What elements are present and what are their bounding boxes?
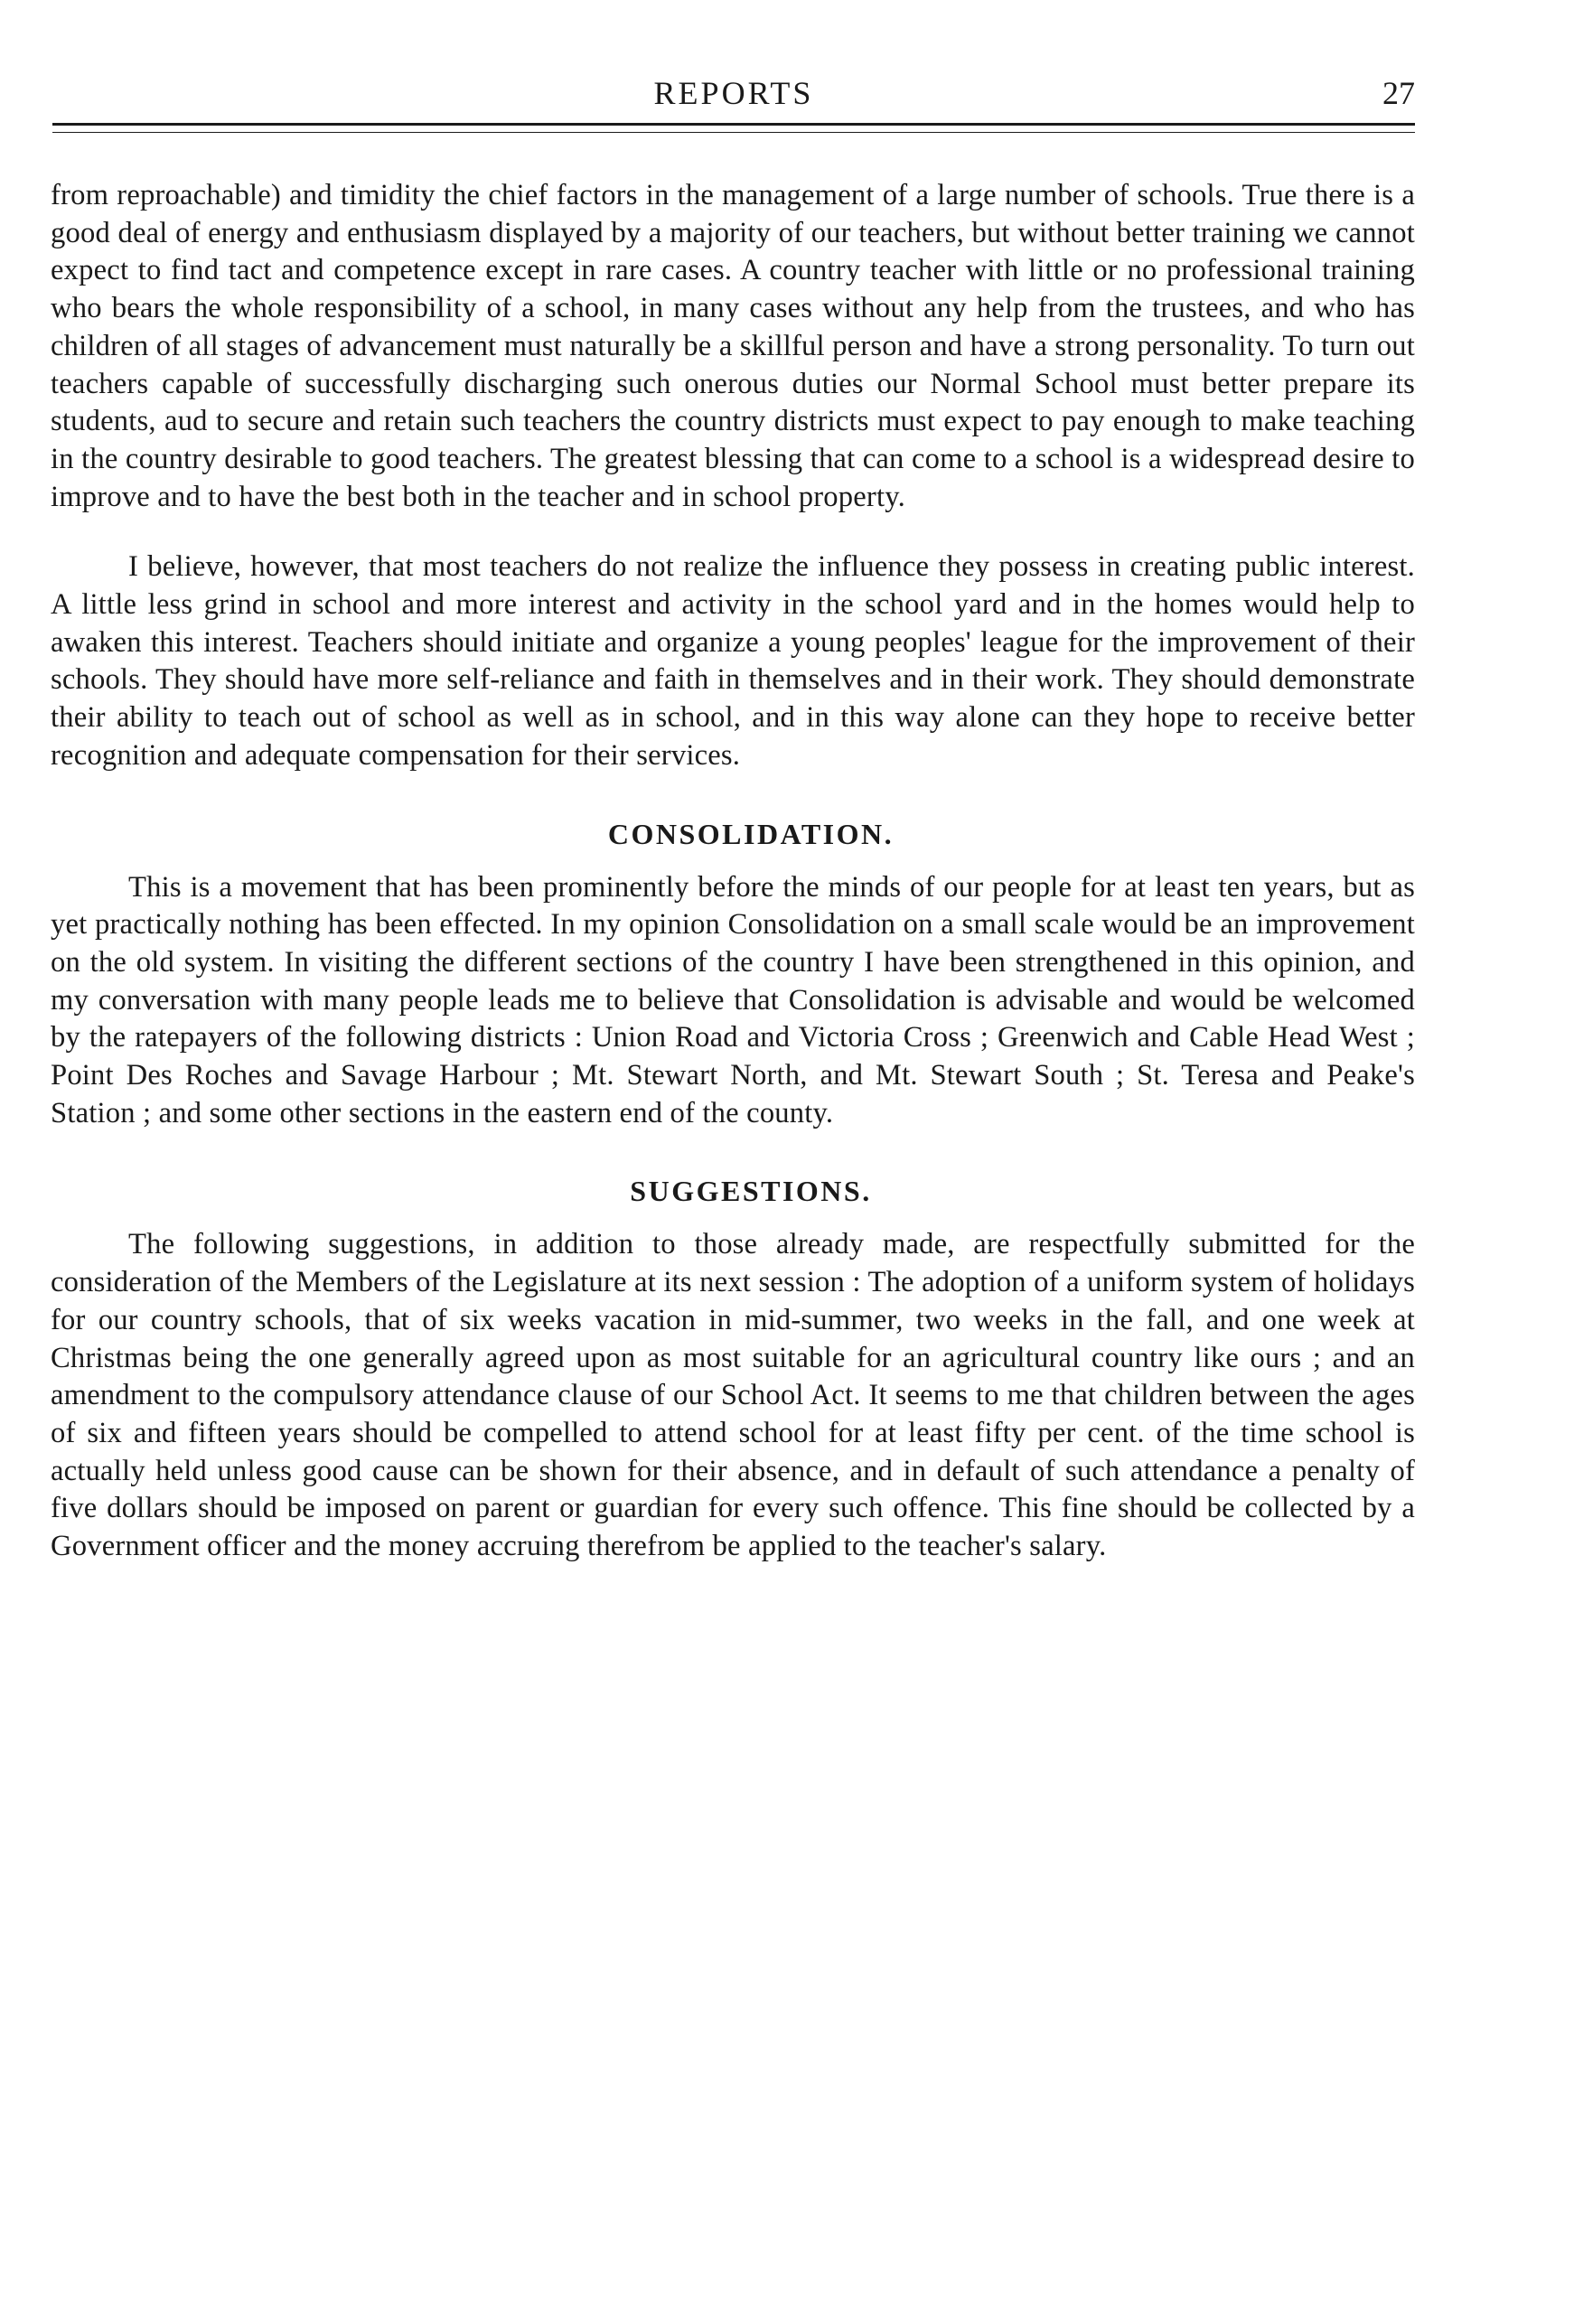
paragraph-teachers-influence: I believe, however, that most teachers do not realize the influence they possess in creating public interest. A little less grind in school and more interest and activity in the school yard and in the homes would help to awaken this interest. Teachers should initiate and organize a young peoples' league for the improvement of their schools. They should have more self-reliance and faith in themselves and in their work. They should demonstrate their ability to teach out of school as well as in school, and in this way alone can they hope to receive better recognition and adequate compensation for their services. (51, 550, 1415, 772)
page-number: 27 (1382, 75, 1415, 111)
header-rule-thin (52, 132, 1415, 133)
paragraph-continued: from reproachable) and timidity the chief factors in the management of a large number of schools. True there is a good deal of energy and enthusiasm displayed by a majority of our teachers, but without better training we cannot expect to find tact and competence except in rare cases. A country teacher with little or no professional training who bears the whole responsibility of a school, in many cases without any help from the trustees, and who has children of all stages of advancement must naturally be a skillful person and have a strong personality. To turn out teachers capable of successfully discharging such onerous duties our Normal School must better prepare its students, aud to secure and retain such teachers the country districts must expect to pay enough to make teaching in the country desirable to good teachers. The greatest blessing that can come to a school is a widespread desire to improve and to have the best both in the teacher and in school property. (51, 179, 1415, 513)
paragraph-suggestions: The following suggestions, in addition to those already made, are respectfully submitted for the consideration of the Members of the Legislature at its next session : The adoption of a uniform system of holidays for our country schools, that of six weeks vacation in mid-summer, two weeks in the fall, and one week at Christmas being the one generally agreed upon as most suitable for an agricultural country like ours ; and an amendment to the compulsory attendance clause of our School Act. It seems to me that children between the ages of six and fifteen years should be compelled to attend school for at least fifty per cent. of the time school is actually held unless good cause can be shown for their absence, and in default of such attendance a penalty of five dollars should be imposed on parent or guardian for every such offence. This fine should be collected by a Government officer and the money accruing therefrom be applied to the teacher's salary. (51, 1228, 1415, 1563)
body-text (51, 177, 1415, 1566)
header-rule-thick (52, 123, 1415, 126)
section-heading-suggestions: SUGGESTIONS. (630, 1175, 872, 1208)
paragraph-consolidation: This is a movement that has been prominently before the minds of our people for at least ten years, but as yet practically nothing has been effected. In my opinion Consolidation on a small scale would be an improvement on the old system. In visiting the different sections of the country I have been strengthened in this opinion, and my conversation with many people leads me to believe that Consolidation is advisable and would be welcomed by the ratepayers of the following districts : Union Road and Victoria Cross ; Greenwich and Cable Head West ; Point Des Roches and Savage Harbour ; Mt. Stewart North, and Mt. Stewart South ; St. Teresa and Peake's Station ; and some other sections in the eastern end of the county. (51, 870, 1415, 1129)
running-header (52, 72, 1415, 114)
section-heading-consolidation: CONSOLIDATION. (607, 817, 895, 850)
running-title: REPORTS (653, 75, 814, 111)
